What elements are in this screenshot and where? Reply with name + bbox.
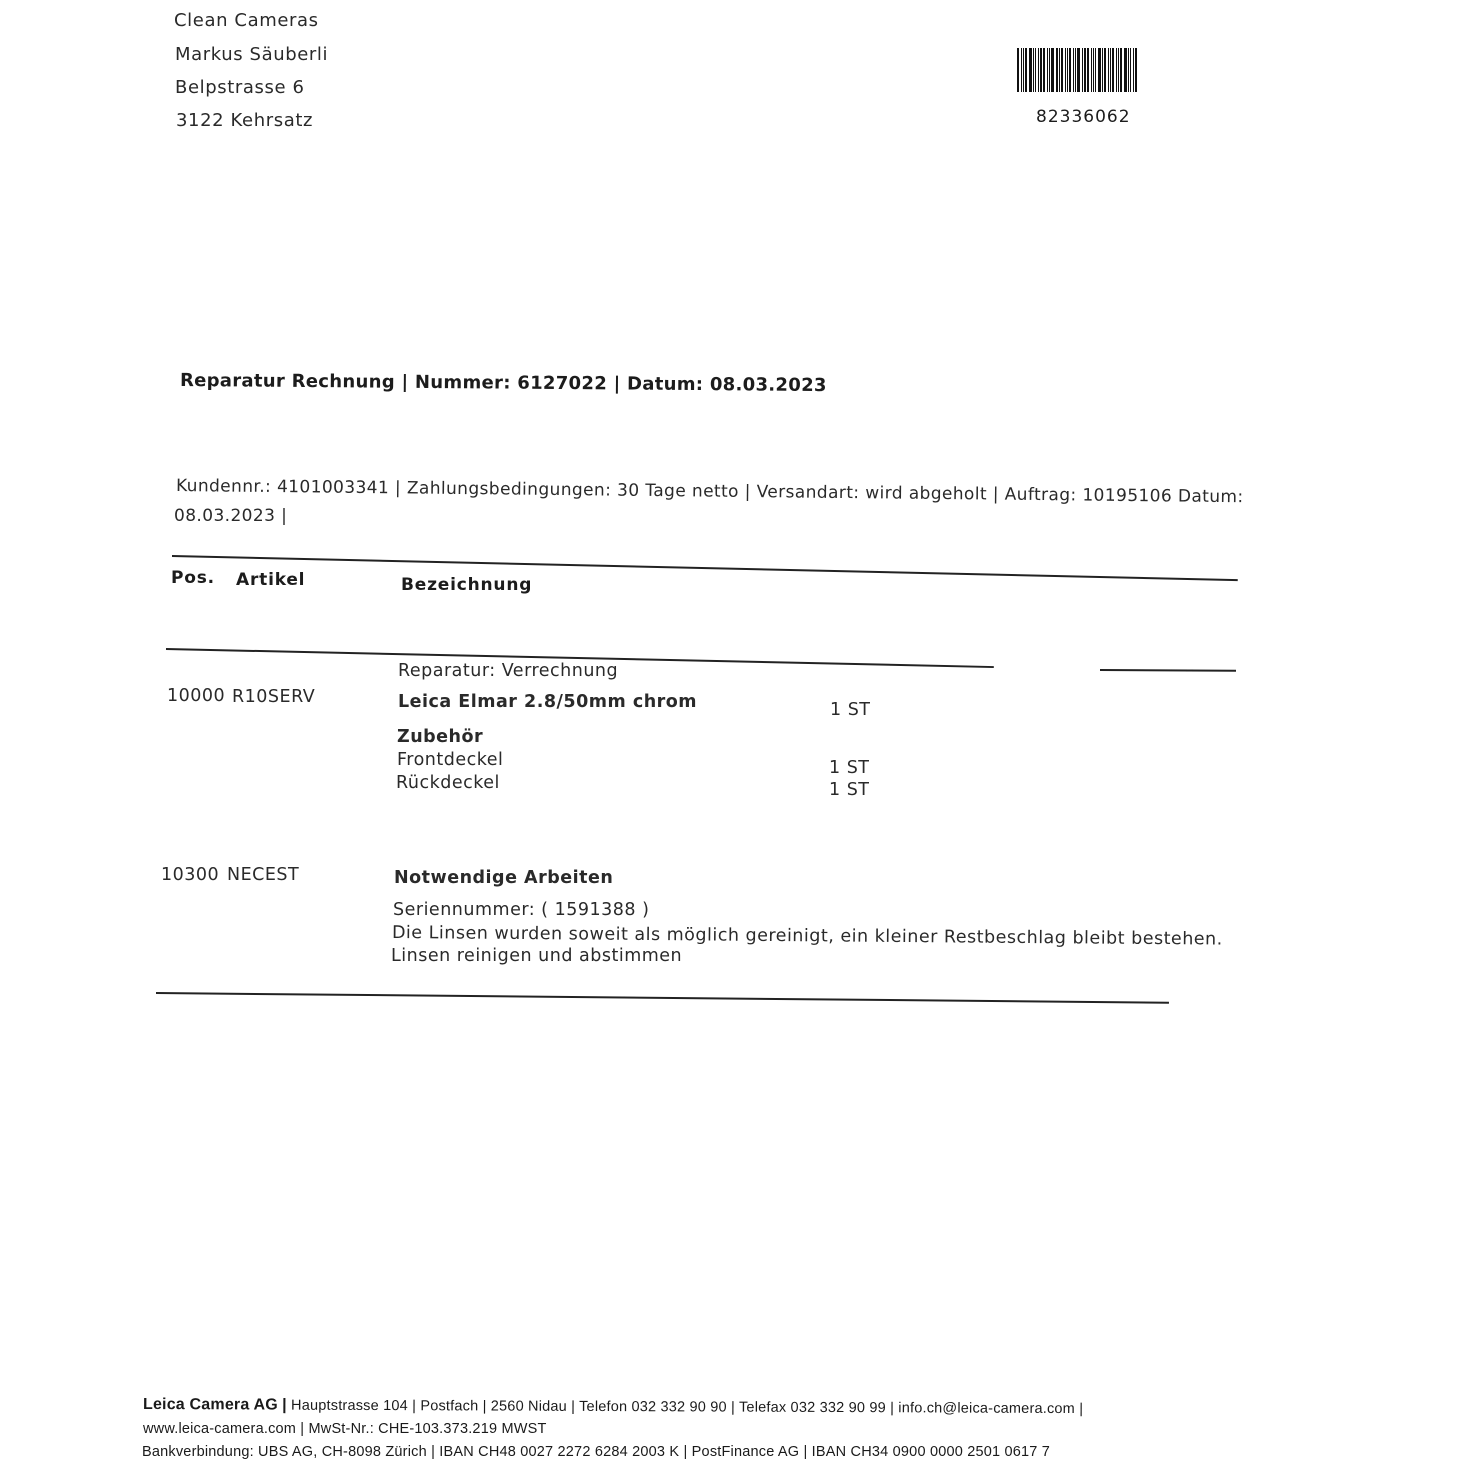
table-header-top-rule bbox=[172, 555, 1238, 581]
table-bottom-rule bbox=[156, 992, 1169, 1004]
item2-heading: Notwendige Arbeiten bbox=[394, 868, 614, 888]
column-header-artikel: Artikel bbox=[236, 570, 306, 590]
item1-artikel: R10SERV bbox=[232, 687, 316, 707]
invoice-title: Reparatur Rechnung | Nummer: 6127022 | Datum: 08.03.2023 bbox=[179, 370, 827, 397]
invoice-meta-line2: 08.03.2023 | bbox=[174, 506, 288, 526]
column-header-pos: Pos. bbox=[171, 568, 215, 588]
item2-text1: Die Linsen wurden soweit als möglich gereinigt, ein kleiner Restbeschlag bleibt bestehen. bbox=[391, 923, 1223, 950]
recipient-name: Markus Säuberli bbox=[175, 44, 329, 65]
footer-address: Hauptstrasse 104 | Postfach | 2560 Nidau | Telefon 032 332 90 90 | Telefax 032 332 90 99 | info.ch@leica-camera.com | bbox=[291, 1397, 1084, 1418]
item1-accessory-rueckdeckel-qty: 1 ST bbox=[829, 780, 870, 800]
item2-text2: Linsen reinigen und abstimmen bbox=[391, 946, 683, 966]
item1-pos: 10000 bbox=[167, 686, 226, 706]
item1-note: Reparatur: Verrechnung bbox=[398, 661, 619, 681]
item2-artikel: NECEST bbox=[227, 865, 300, 885]
invoice-meta-line1: Kundennr.: 4101003341 | Zahlungsbedingungen: 30 Tage netto | Versandart: wird abgeholt | Auftrag: 10195106 Datum: bbox=[175, 476, 1244, 508]
item2-serial: Seriennummer: ( 1591388 ) bbox=[393, 900, 650, 920]
recipient-city: 3122 Kehrsatz bbox=[176, 110, 314, 131]
footer-company: Leica Camera AG bbox=[142, 1396, 278, 1414]
footer-line3: Bankverbindung: UBS AG, CH-8098 Zürich | IBAN CH48 0027 2272 6284 2003 K | PostFinance AG | IBAN CH34 0900 0000 2501 0617 7 bbox=[142, 1444, 1051, 1460]
item1-product: Leica Elmar 2.8/50mm chrom bbox=[398, 692, 698, 712]
barcode-icon bbox=[1017, 48, 1145, 92]
barcode-number: 82336062 bbox=[1036, 107, 1131, 127]
item1-product-qty: 1 ST bbox=[830, 700, 871, 720]
column-header-bezeichnung: Bezeichnung bbox=[401, 575, 533, 595]
item2-pos: 10300 bbox=[161, 865, 220, 885]
item1-accessory-rueckdeckel: Rückdeckel bbox=[396, 773, 500, 793]
item1-accessory-frontdeckel: Frontdeckel bbox=[397, 750, 504, 770]
footer-line2: www.leica-camera.com | MwSt-Nr.: CHE-103.373.219 MWST bbox=[143, 1421, 547, 1437]
item1-accessories-label: Zubehör bbox=[397, 727, 484, 747]
recipient-street: Belpstrasse 6 bbox=[175, 77, 305, 98]
item1-accessory-frontdeckel-qty: 1 ST bbox=[829, 758, 870, 778]
table-header-bottom-rule-right bbox=[1100, 669, 1236, 672]
recipient-company: Clean Cameras bbox=[174, 10, 319, 31]
footer-line1: Leica Camera AG | Hauptstrasse 104 | Postfach | 2560 Nidau | Telefon 032 332 90 90 | Telefax 032 332 90 99 | info.ch@leica-camera.com | bbox=[142, 1396, 1084, 1418]
